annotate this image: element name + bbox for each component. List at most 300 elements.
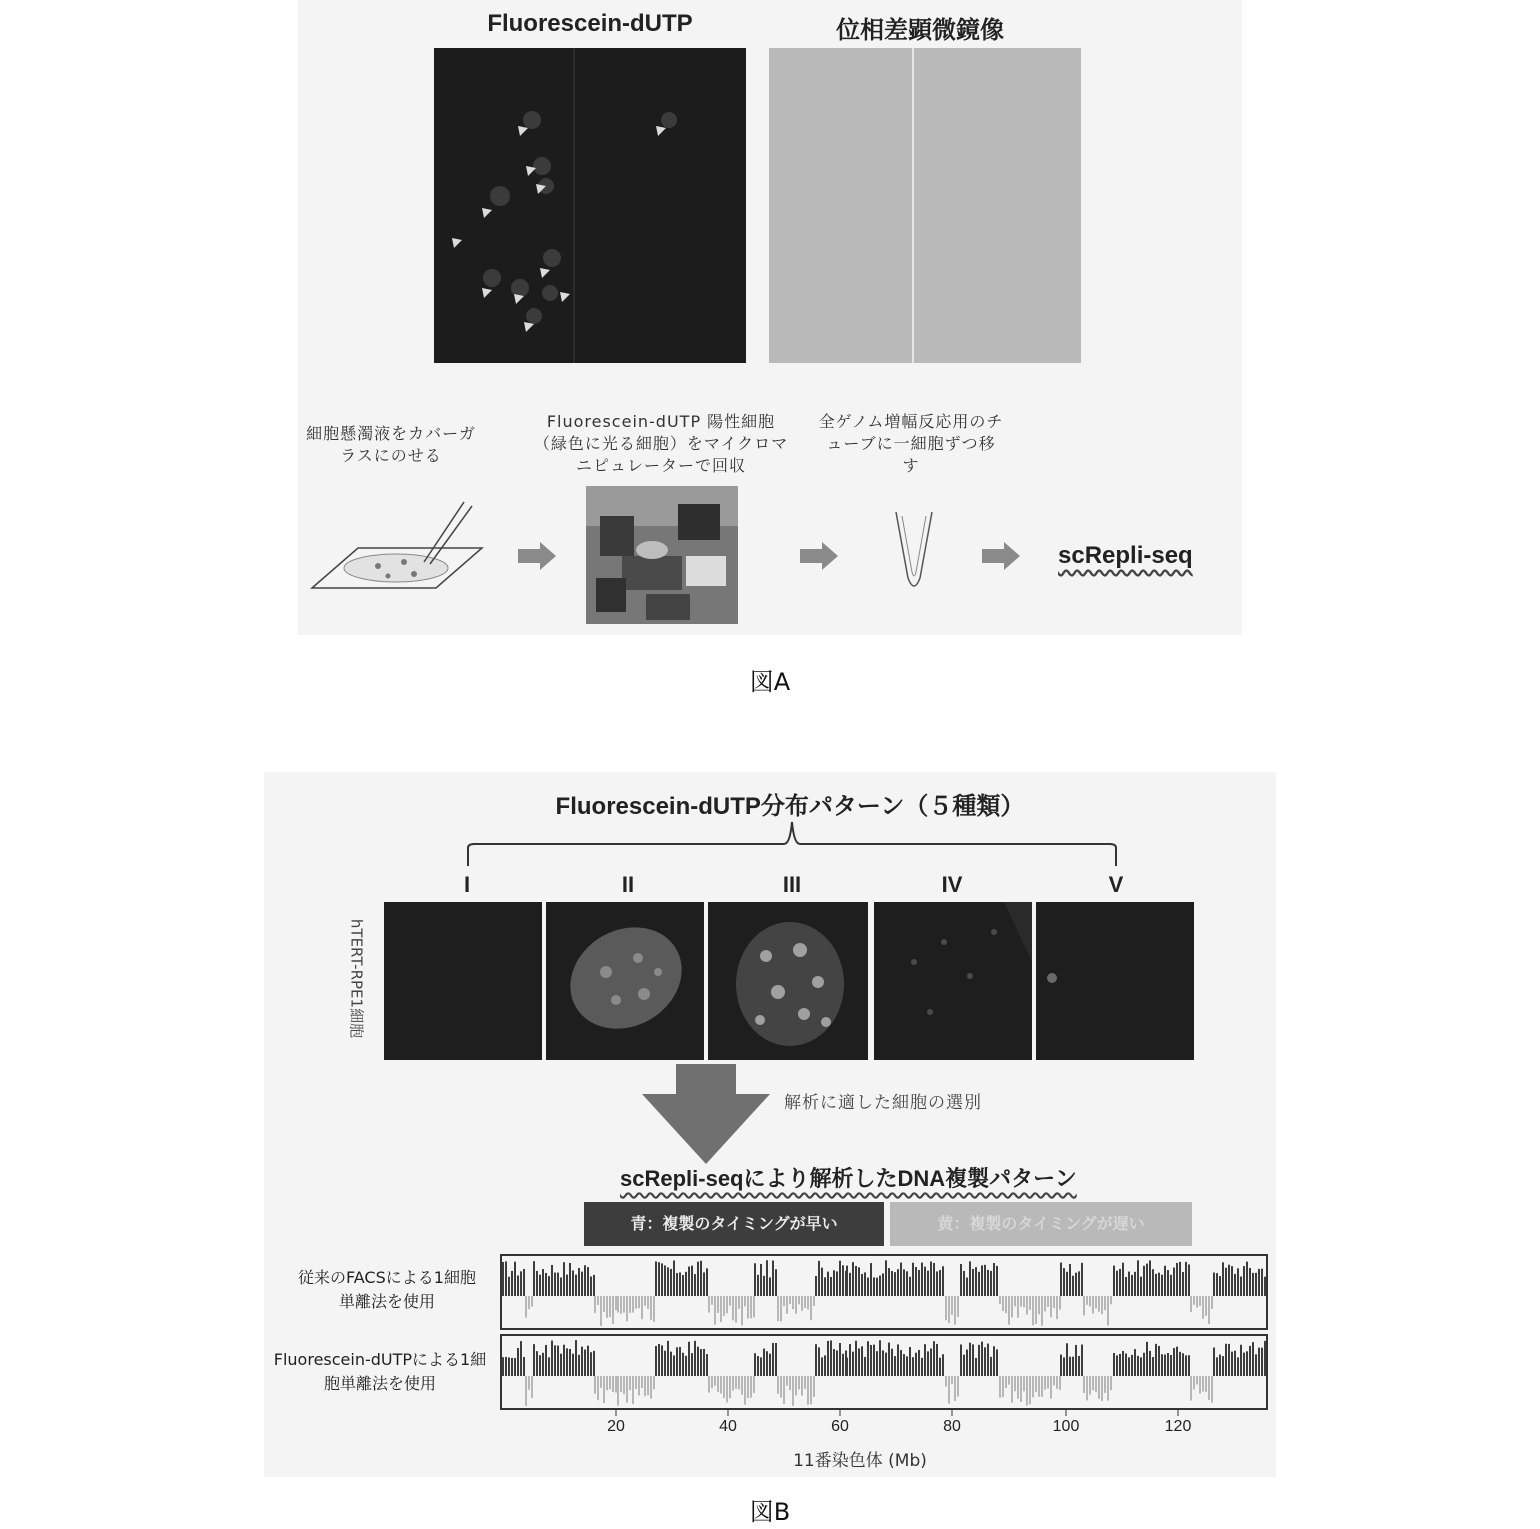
cell-line-label: hTERT-RPE1細胞 — [347, 918, 366, 1039]
track-bar — [1005, 1296, 1007, 1313]
track-bar — [1176, 1263, 1178, 1296]
track-bar — [682, 1275, 684, 1296]
track-bar — [999, 1376, 1001, 1398]
track-bar — [508, 1357, 510, 1376]
track-bar — [915, 1267, 917, 1296]
track-bar — [1092, 1296, 1094, 1314]
arrow-3-icon — [982, 542, 1022, 570]
track-bar — [1170, 1355, 1172, 1376]
x-tick-20: 20 — [607, 1418, 625, 1435]
track-bar — [885, 1260, 887, 1296]
track-bar — [1249, 1268, 1251, 1296]
track-bar — [557, 1346, 559, 1376]
track-bar — [1086, 1376, 1088, 1400]
track-bar — [870, 1263, 872, 1296]
track-bar — [1216, 1357, 1218, 1376]
track-bar — [786, 1296, 788, 1314]
track-bar — [864, 1357, 866, 1376]
track-bar — [798, 1296, 800, 1304]
track-bar — [623, 1296, 625, 1313]
track-bar — [1179, 1352, 1181, 1376]
track-bar — [572, 1354, 574, 1376]
track-bar — [711, 1296, 713, 1305]
track-bar — [612, 1376, 614, 1392]
track-bar — [1182, 1353, 1184, 1376]
track-bar — [824, 1277, 826, 1296]
track-bar — [1137, 1356, 1139, 1376]
track-bar — [807, 1376, 809, 1405]
track-bar — [909, 1277, 911, 1296]
track-bar — [1050, 1376, 1052, 1399]
track-bar — [975, 1358, 977, 1376]
track-bar — [861, 1274, 863, 1296]
track-bar — [963, 1355, 965, 1376]
track-bar — [1035, 1296, 1037, 1324]
track-bar — [723, 1376, 725, 1398]
track-bar — [1225, 1268, 1227, 1296]
track-bar — [1255, 1273, 1257, 1296]
track-bar — [1219, 1276, 1221, 1296]
replication-track-facs — [500, 1254, 1268, 1330]
track-bar — [703, 1272, 705, 1296]
track-bar — [1264, 1341, 1266, 1376]
arrow-1-icon — [518, 542, 558, 570]
track-bar — [1134, 1272, 1136, 1296]
track-bar — [1029, 1296, 1031, 1310]
track-bar — [789, 1376, 791, 1390]
track-bar — [1107, 1296, 1109, 1326]
track-bar — [1002, 1376, 1004, 1397]
track-bar — [927, 1351, 929, 1376]
track-bar — [714, 1376, 716, 1386]
track-bar — [511, 1271, 513, 1296]
track-bar — [777, 1296, 779, 1321]
track-bar — [673, 1260, 675, 1296]
track-bar — [891, 1349, 893, 1376]
track-bar — [827, 1341, 829, 1376]
track-bar — [531, 1296, 533, 1307]
track-bar — [924, 1344, 926, 1376]
pattern-label-i: I — [463, 872, 471, 897]
track-bar — [682, 1353, 684, 1376]
track-bar — [815, 1344, 817, 1376]
track-bar — [1202, 1296, 1204, 1319]
track-bar — [897, 1269, 899, 1296]
track-bar — [673, 1355, 675, 1376]
track-bar — [744, 1296, 746, 1306]
track-bar — [1017, 1296, 1019, 1318]
track-bar — [542, 1269, 544, 1296]
track-bar — [813, 1296, 815, 1306]
track-bar — [691, 1353, 693, 1376]
track-bar — [1196, 1376, 1198, 1384]
track-bar — [670, 1269, 672, 1296]
track-bar — [658, 1344, 660, 1376]
track-bar — [981, 1342, 983, 1376]
track-bar — [617, 1376, 619, 1406]
track-bar — [647, 1296, 649, 1309]
track-bar — [1208, 1376, 1210, 1400]
track-bar — [720, 1376, 722, 1394]
track-bar — [1110, 1376, 1112, 1390]
track-bar — [1089, 1296, 1091, 1306]
track-bar — [1193, 1376, 1195, 1389]
row-1-label: 従来のFACSによる1細胞単離法を使用 — [298, 1268, 476, 1311]
track-bar — [821, 1357, 823, 1376]
track-bar — [644, 1376, 646, 1396]
track-bar — [697, 1262, 699, 1296]
track-bar — [584, 1349, 586, 1376]
x-tick-60: 60 — [831, 1418, 849, 1435]
track-bar — [775, 1343, 777, 1376]
track-bar — [1219, 1355, 1221, 1376]
track-bar — [918, 1270, 920, 1296]
track-bar — [1113, 1266, 1115, 1296]
track-bar — [936, 1344, 938, 1376]
track-bar — [593, 1275, 595, 1296]
track-bar — [1060, 1263, 1062, 1296]
track-bar — [1095, 1376, 1097, 1392]
track-bar — [984, 1265, 986, 1296]
track-bar — [1011, 1296, 1013, 1317]
track-bar — [876, 1278, 878, 1296]
track-bar — [606, 1376, 608, 1390]
track-bar — [1092, 1376, 1094, 1390]
track-bar — [960, 1264, 962, 1296]
track-bar — [694, 1341, 696, 1376]
track-bar — [972, 1269, 974, 1296]
track-bar — [584, 1265, 586, 1296]
track-bar — [667, 1341, 669, 1376]
track-bar — [572, 1270, 574, 1296]
track-bar — [590, 1352, 592, 1376]
track-bar — [757, 1275, 759, 1296]
track-bar — [996, 1349, 998, 1376]
track-bar — [714, 1296, 716, 1325]
track-bar — [760, 1357, 762, 1376]
arrow-2-icon — [800, 542, 840, 570]
track-bar — [1234, 1351, 1236, 1376]
screpli-seq-label: scRepli-seq — [1058, 542, 1193, 569]
track-bar — [1208, 1296, 1210, 1324]
track-bar — [873, 1345, 875, 1376]
track-bar — [1143, 1353, 1145, 1376]
track-bar — [1041, 1296, 1043, 1326]
track-bar — [1188, 1264, 1190, 1296]
track-bar — [1116, 1355, 1118, 1376]
track-bar — [1044, 1376, 1046, 1390]
track-bar — [720, 1296, 722, 1322]
track-bar — [1258, 1269, 1260, 1296]
track-bar — [942, 1354, 944, 1376]
track-bar — [818, 1347, 820, 1376]
track-bar — [849, 1273, 851, 1296]
track-bar — [578, 1268, 580, 1296]
track-bar — [1116, 1271, 1118, 1296]
track-bar — [688, 1267, 690, 1296]
track-bar — [1023, 1296, 1025, 1307]
track-bar — [750, 1376, 752, 1398]
track-bar — [789, 1296, 791, 1304]
track-bar — [563, 1262, 565, 1296]
track-bar — [754, 1263, 756, 1296]
track-bar — [703, 1349, 705, 1376]
track-bar — [603, 1296, 605, 1312]
track-bar — [903, 1269, 905, 1296]
track-bar — [1104, 1376, 1106, 1393]
track-bar — [729, 1296, 731, 1306]
track-bar — [830, 1340, 832, 1376]
track-bar — [676, 1273, 678, 1296]
track-bar — [1047, 1296, 1049, 1307]
track-bar — [706, 1354, 708, 1376]
track-bar — [804, 1376, 806, 1389]
track-bar — [685, 1272, 687, 1296]
track-bar — [1063, 1268, 1065, 1296]
track-bar — [963, 1271, 965, 1296]
track-bar — [876, 1351, 878, 1376]
track-bar — [528, 1296, 530, 1309]
track-bar — [894, 1272, 896, 1296]
track-bar — [1125, 1277, 1127, 1296]
track-bar — [1143, 1266, 1145, 1296]
track-bar — [650, 1376, 652, 1399]
track-bar — [780, 1296, 782, 1321]
track-bar — [815, 1276, 817, 1296]
track-bar — [1152, 1357, 1154, 1376]
track-bar — [842, 1265, 844, 1296]
x-tick-40: 40 — [719, 1418, 737, 1435]
track-bar — [954, 1296, 956, 1325]
track-bar — [635, 1376, 637, 1389]
track-bar — [655, 1346, 657, 1376]
fluorescence-micrograph — [434, 48, 746, 363]
track-bar — [560, 1354, 562, 1376]
nucleus-image-ii — [546, 902, 704, 1060]
track-bar — [1240, 1277, 1242, 1296]
track-bar — [517, 1275, 519, 1296]
track-bar — [1202, 1376, 1204, 1391]
track-bar — [1231, 1352, 1233, 1376]
track-bar — [1176, 1347, 1178, 1376]
track-bar — [760, 1264, 762, 1296]
track-bar — [1014, 1296, 1016, 1306]
track-bar — [554, 1273, 556, 1296]
track-bar — [1122, 1263, 1124, 1296]
track-bar — [801, 1296, 803, 1311]
track-bar — [741, 1376, 743, 1395]
track-bar — [792, 1296, 794, 1309]
track-bar — [615, 1296, 617, 1310]
track-bar — [870, 1345, 872, 1376]
track-bar — [1128, 1272, 1130, 1296]
track-bar — [849, 1344, 851, 1376]
track-bar — [708, 1376, 710, 1393]
track-bar — [757, 1356, 759, 1376]
track-bar — [1041, 1376, 1043, 1397]
track-bar — [1069, 1357, 1071, 1376]
track-bar — [900, 1350, 902, 1376]
track-bar — [1167, 1270, 1169, 1296]
track-bar — [511, 1358, 513, 1376]
track-bar — [708, 1296, 710, 1313]
track-bar — [623, 1376, 625, 1394]
track-bar — [888, 1268, 890, 1296]
track-bar — [1211, 1376, 1213, 1403]
track-bar — [1228, 1344, 1230, 1376]
track-bar — [1255, 1354, 1257, 1376]
track-bar — [1023, 1376, 1025, 1391]
track-bar — [930, 1348, 932, 1376]
track-bar — [629, 1376, 631, 1390]
track-bar — [1216, 1273, 1218, 1296]
track-bar — [996, 1266, 998, 1296]
track-bar — [717, 1376, 719, 1392]
track-bar — [1213, 1348, 1215, 1376]
track-bar — [1199, 1376, 1201, 1393]
track-bar — [1069, 1264, 1071, 1296]
replication-track-fluorescein — [500, 1334, 1268, 1410]
track-bar — [1020, 1296, 1022, 1307]
track-bar — [1081, 1263, 1083, 1296]
track-bar — [1089, 1376, 1091, 1394]
track-bar — [1158, 1273, 1160, 1296]
track-bar — [502, 1262, 504, 1296]
track-bar — [839, 1261, 841, 1296]
track-bar — [1101, 1296, 1103, 1314]
track-bar — [587, 1267, 589, 1296]
track-bar — [1252, 1342, 1254, 1376]
track-bar — [1246, 1262, 1248, 1296]
x-tick-80: 80 — [943, 1418, 961, 1435]
track-bar — [1196, 1296, 1198, 1308]
track-bar — [551, 1340, 553, 1376]
track-bar — [1020, 1376, 1022, 1402]
track-bar — [852, 1352, 854, 1376]
track-bar — [1134, 1349, 1136, 1376]
track-bar — [1146, 1264, 1148, 1296]
track-bar — [609, 1376, 611, 1389]
track-bar — [1222, 1262, 1224, 1296]
x-tick-100: 100 — [1052, 1418, 1080, 1435]
track-bar — [858, 1348, 860, 1376]
track-bar — [706, 1268, 708, 1296]
track-bar — [954, 1376, 956, 1401]
track-bar — [795, 1296, 797, 1314]
track-bar — [1258, 1348, 1260, 1376]
section-title-text: scRepli-seqにより解析したDNA複製パターン — [620, 1166, 1077, 1191]
track-bar — [587, 1346, 589, 1376]
track-bar — [590, 1276, 592, 1296]
track-bar — [772, 1343, 774, 1376]
track-bar — [679, 1347, 681, 1376]
track-bar — [1173, 1268, 1175, 1296]
track-bar — [575, 1340, 577, 1376]
track-bar — [942, 1266, 944, 1296]
section-title — [620, 1162, 1160, 1193]
figure-b-caption: 図B — [749, 1498, 791, 1526]
nucleus-image-v — [1036, 902, 1194, 1060]
phase-contrast-micrograph — [769, 48, 1081, 363]
track-bar — [1014, 1376, 1016, 1391]
track-bar — [1234, 1274, 1236, 1296]
track-bar — [738, 1376, 740, 1389]
track-bar — [810, 1296, 812, 1320]
track-bar — [1199, 1296, 1201, 1306]
track-bar — [597, 1376, 599, 1400]
track-bar — [1029, 1376, 1031, 1404]
track-bar — [732, 1376, 734, 1391]
fluorescein-label: Fluorescein-dUTP — [487, 10, 693, 37]
track-bar — [804, 1296, 806, 1308]
track-bar — [1008, 1376, 1010, 1385]
track-bar — [830, 1277, 832, 1296]
track-bar — [536, 1271, 538, 1296]
track-bar — [1188, 1355, 1190, 1376]
track-bar — [741, 1296, 743, 1325]
track-bar — [545, 1273, 547, 1296]
track-bar — [1107, 1376, 1109, 1401]
track-bar — [738, 1296, 740, 1309]
track-bar — [1119, 1269, 1121, 1296]
track-bar — [520, 1341, 522, 1376]
track-bar — [846, 1266, 848, 1296]
track-bar — [1026, 1376, 1028, 1406]
track-bar — [626, 1376, 628, 1403]
track-bar — [1179, 1262, 1181, 1296]
track-bar — [1213, 1273, 1215, 1296]
track-bar — [1205, 1296, 1207, 1316]
track-bar — [918, 1350, 920, 1376]
track-bar — [569, 1263, 571, 1296]
track-bar — [726, 1376, 728, 1402]
track-bar — [729, 1376, 731, 1398]
track-bar — [1086, 1296, 1088, 1305]
track-bar — [1161, 1354, 1163, 1376]
track-bar — [700, 1261, 702, 1296]
track-bar — [1264, 1277, 1266, 1296]
track-bar — [906, 1271, 908, 1296]
track-bar — [1005, 1376, 1007, 1388]
track-bar — [921, 1263, 923, 1296]
track-bar — [939, 1270, 941, 1296]
track-bar — [912, 1357, 914, 1376]
track-bar — [600, 1296, 602, 1326]
track-bar — [772, 1261, 774, 1296]
track-bar — [1063, 1357, 1065, 1376]
track-bar — [626, 1296, 628, 1321]
track-bar — [861, 1346, 863, 1376]
track-bar — [597, 1296, 599, 1305]
track-bar — [987, 1344, 989, 1376]
track-bar — [1140, 1277, 1142, 1296]
track-bar — [641, 1296, 643, 1319]
track-bar — [763, 1349, 765, 1376]
track-bar — [1149, 1351, 1151, 1376]
track-bar — [569, 1349, 571, 1376]
track-bar — [783, 1296, 785, 1306]
track-bar — [1038, 1376, 1040, 1397]
track-bar — [1182, 1272, 1184, 1296]
pattern-header: Fluorescein-dUTP分布パターン（５種類） — [555, 793, 1025, 820]
track-bar — [531, 1376, 533, 1398]
track-bar — [612, 1296, 614, 1324]
step-1-text: 細胞懸濁液をカバーガラスにのせる — [306, 424, 476, 465]
track-bar — [1146, 1342, 1148, 1376]
track-bar — [1173, 1348, 1175, 1376]
track-bar — [927, 1271, 929, 1296]
track-bar — [948, 1296, 950, 1323]
